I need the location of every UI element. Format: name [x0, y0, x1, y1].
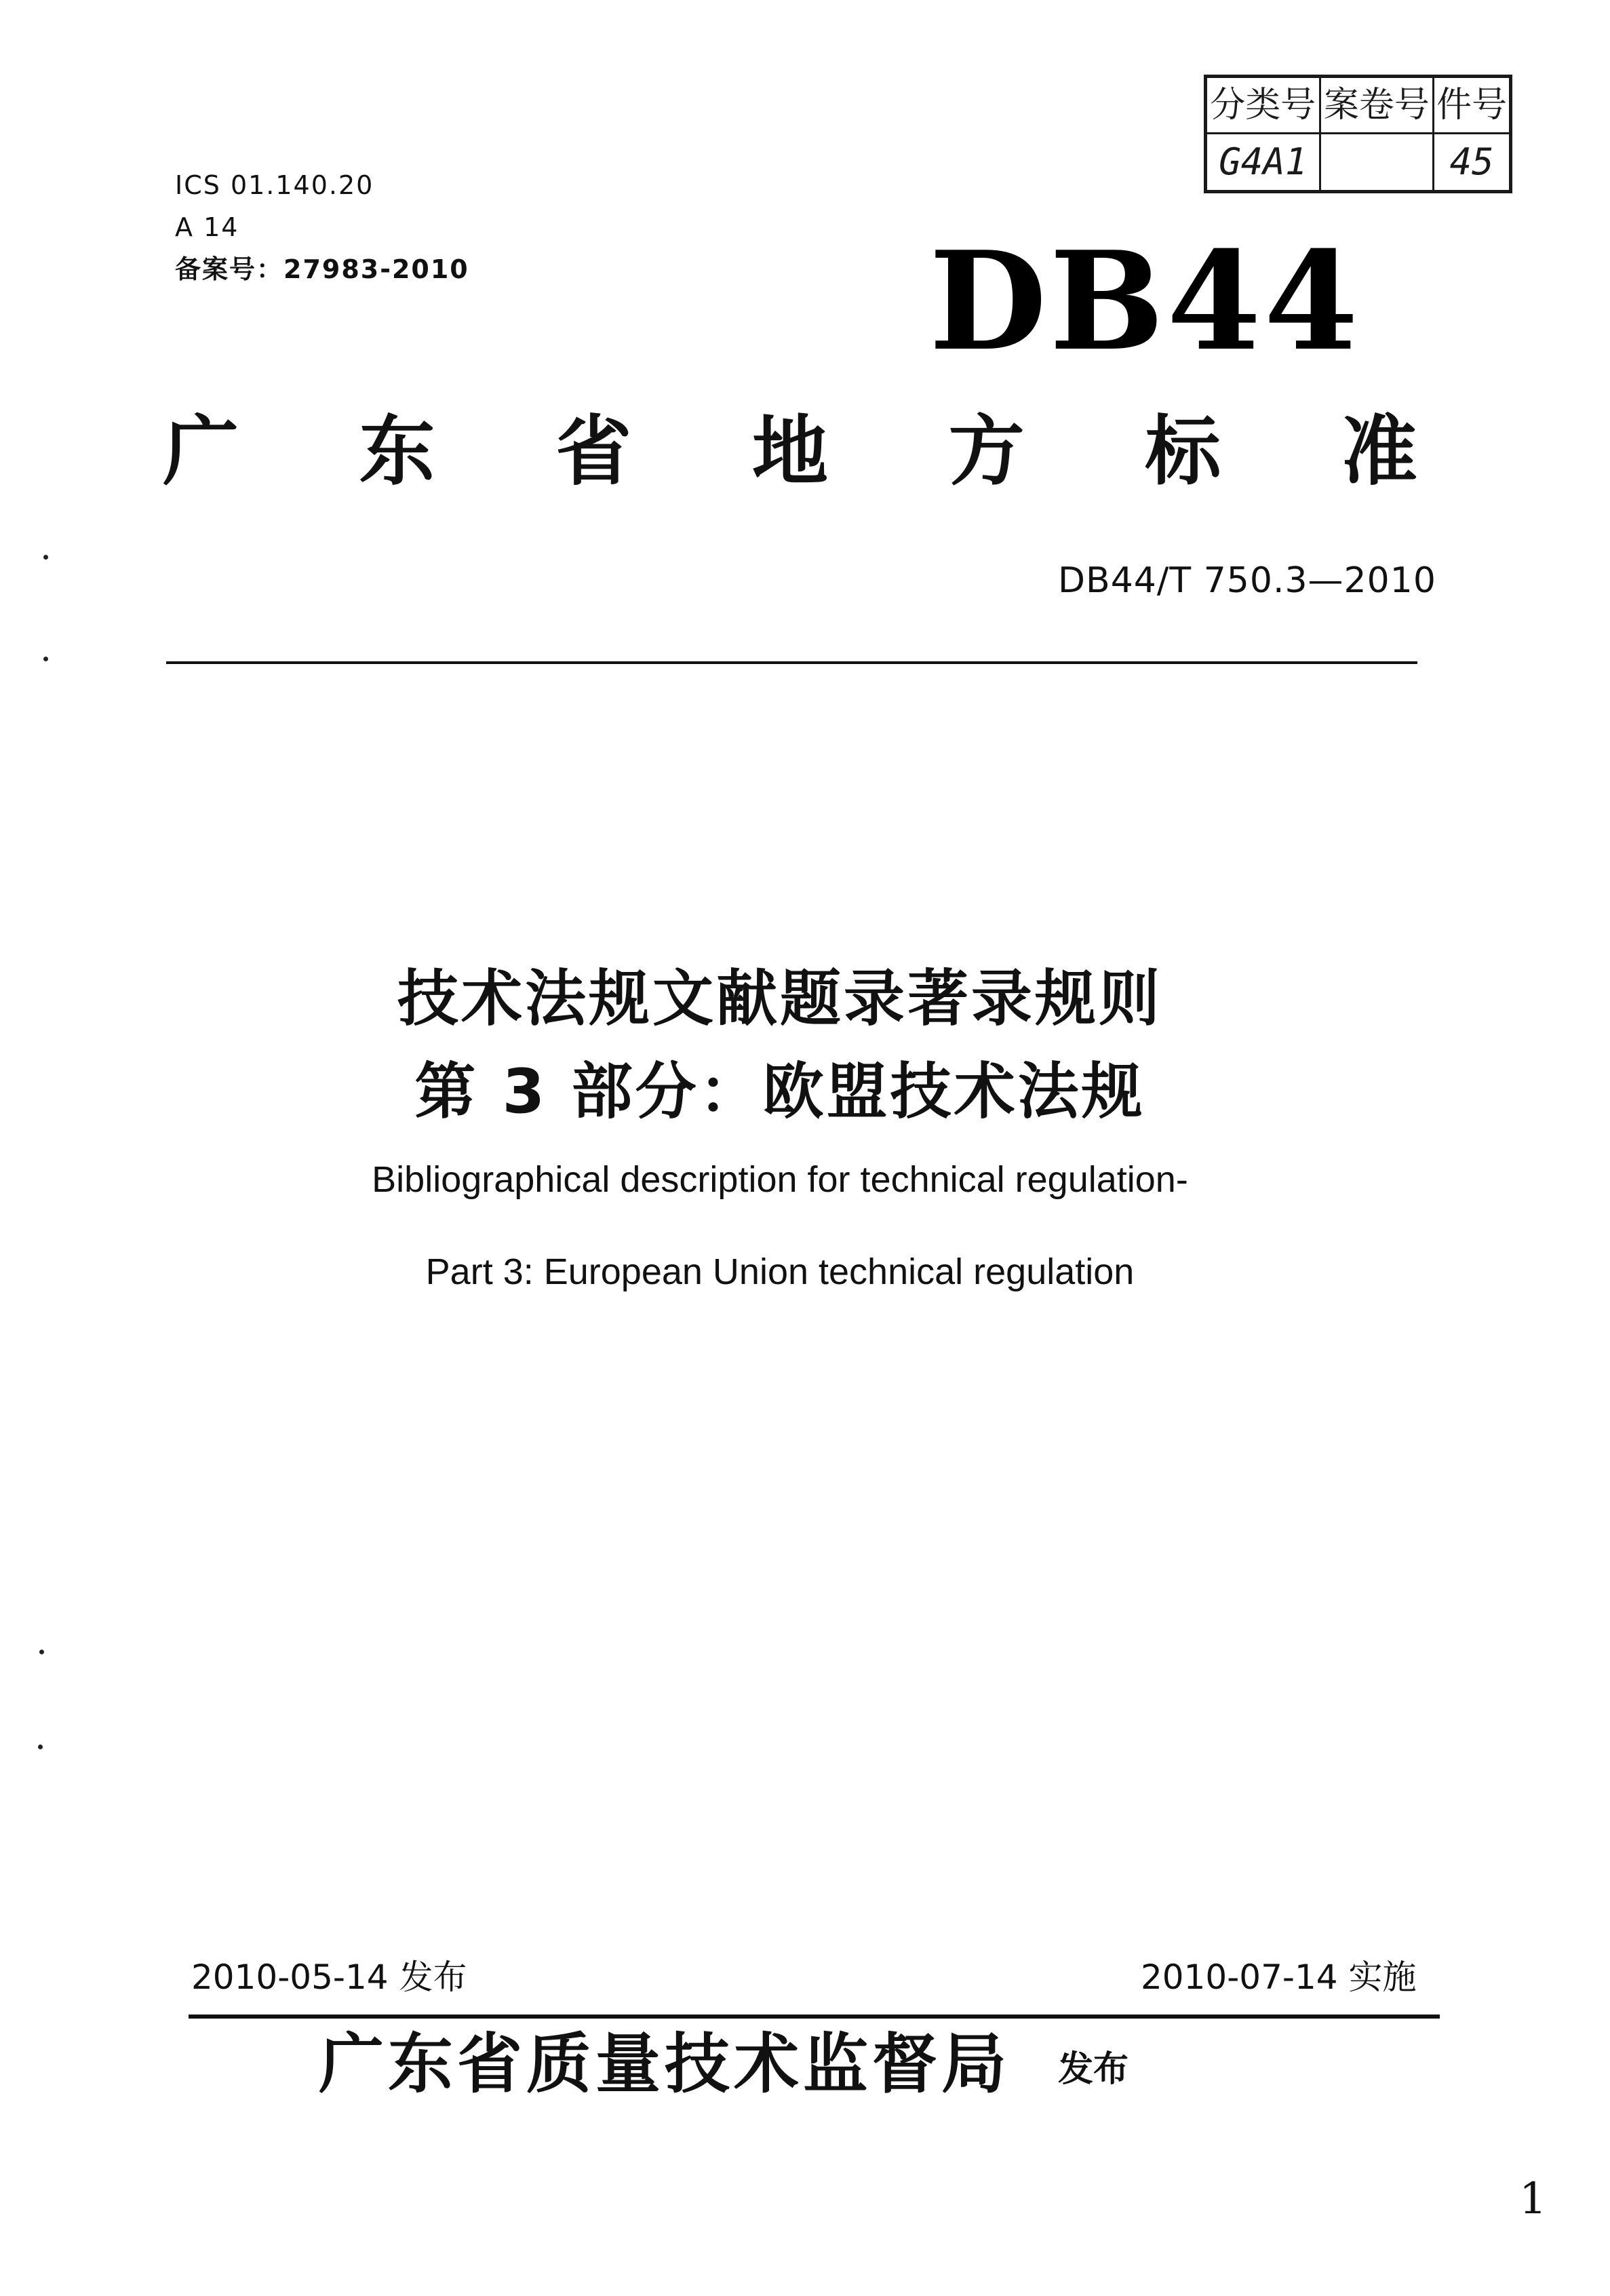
filing-number: 备案号：27983-2010: [175, 254, 469, 284]
archive-stamp: [1204, 75, 1512, 193]
scan-speck: [38, 1745, 43, 1749]
issuer-name: 广东省质量技术监督局: [319, 2025, 1010, 2102]
title-cn-line2: 第 3 部分：欧盟技术法规: [414, 1056, 1145, 1127]
implementation-date: 2010-07-14 实施: [1141, 1958, 1417, 1997]
standard-type-char: 地: [751, 407, 828, 496]
stamp-header-row: [1206, 77, 1511, 134]
scan-speck: [39, 1650, 44, 1654]
title-en-line1: Bibliographical description for technical regulation-: [372, 1159, 1188, 1200]
page-number: 1: [1519, 2174, 1547, 2224]
header-divider: [166, 661, 1417, 664]
scan-speck: [43, 657, 48, 661]
footer-divider: [189, 2015, 1440, 2019]
stamp-value-row: [1206, 133, 1511, 192]
issuer-suffix: 发布: [1058, 2048, 1129, 2090]
stamp-header-item: 件号: [1434, 77, 1511, 134]
title-cn-line1: 技术法规文献题录著录规则: [397, 963, 1162, 1034]
title-en-line2: Part 3: European Union technical regulation: [425, 1251, 1135, 1292]
issuer-line: [319, 2025, 1129, 2102]
classification-codes: [175, 164, 469, 290]
issue-date: 2010-05-14 发布: [191, 1958, 467, 1997]
standard-type-heading: [163, 407, 1417, 496]
ics-code: ICS 01.140.20: [175, 170, 374, 200]
stamp-value-classification: G4A1: [1206, 133, 1320, 192]
standard-type-char: 东: [359, 407, 435, 496]
stamp-value-item: 45: [1434, 133, 1511, 192]
standard-type-char: 标: [1145, 407, 1221, 496]
archive-stamp-table: [1204, 75, 1512, 193]
db44-logo: DB44: [929, 222, 1361, 381]
standard-type-char: 省: [555, 407, 632, 496]
category-code: A 14: [175, 212, 239, 242]
stamp-header-file: 案卷号: [1320, 77, 1434, 134]
stamp-header-classification: 分类号: [1206, 77, 1320, 134]
scan-speck: [43, 555, 48, 560]
standard-type-char: 准: [1341, 407, 1417, 496]
standard-number: DB44/T 750.3—2010: [1058, 560, 1436, 601]
stamp-value-file: [1320, 133, 1434, 192]
standard-type-char: 广: [163, 407, 239, 496]
standard-type-char: 方: [948, 407, 1025, 496]
